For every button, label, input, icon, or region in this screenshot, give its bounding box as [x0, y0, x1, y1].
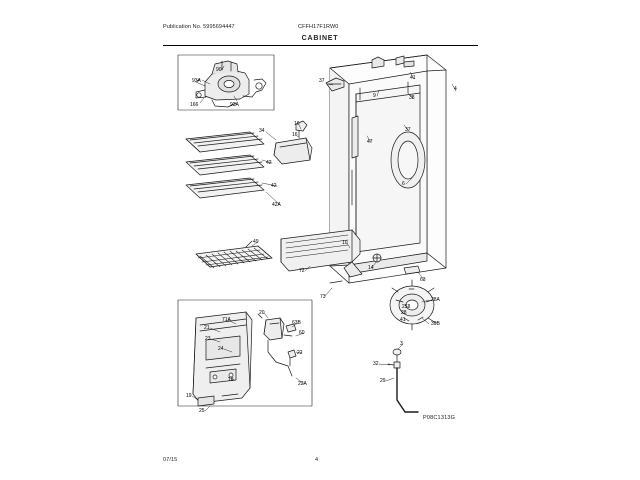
callout-23: 23 — [205, 336, 211, 342]
callout-71A: 71A — [222, 317, 231, 323]
callout-25: 25 — [199, 408, 205, 414]
callout-28A: 28A — [431, 297, 440, 303]
footer-date: 07/15 — [163, 457, 178, 463]
callout-38: 38 — [409, 95, 415, 101]
callout-47: 47 — [367, 139, 373, 145]
callout-63: 63 — [420, 277, 426, 283]
callout-42: 42 — [266, 160, 272, 166]
sheet-code: P08C1313G — [423, 415, 456, 421]
callout-22A: 22A — [298, 381, 307, 387]
callout-10: 10 — [342, 240, 348, 246]
door-bin — [274, 121, 312, 164]
callout-90: 90 — [216, 67, 222, 73]
callout-37b: 37 — [405, 127, 411, 133]
callout-14: 14 — [368, 265, 374, 271]
model-number: CFFH17F1RW0 — [298, 24, 339, 30]
callout-20: 20 — [259, 310, 265, 316]
callout-60: 60 — [299, 330, 305, 336]
publication-number: Publication No. 5995694447 — [163, 24, 235, 30]
callout-24: 24 — [218, 346, 224, 352]
callout-4: 4 — [454, 86, 457, 92]
page-title: CABINET — [301, 35, 339, 42]
callout-73: 73 — [320, 294, 326, 300]
callout-21: 21 — [204, 325, 210, 331]
callout-22: 22 — [297, 350, 303, 356]
callout-252: 252 — [402, 304, 411, 310]
callout-9: 9 — [373, 93, 376, 99]
callout-166: 166 — [190, 102, 199, 108]
callout-49: 49 — [253, 239, 259, 245]
callout-3: 3 — [400, 341, 403, 347]
callout-42A: 42A — [272, 202, 281, 208]
callout-41: 41 — [410, 75, 416, 81]
evaporator-coil — [196, 241, 272, 268]
callout-63B: 63B — [292, 320, 301, 326]
callout-72: 72 — [299, 268, 305, 274]
callout-16: 16 — [294, 121, 300, 127]
callout-41b: 41 — [400, 317, 406, 323]
wire-shelves — [186, 132, 264, 198]
callout-34: 34 — [259, 128, 265, 134]
callout-39B: 39B — [431, 321, 440, 327]
callout-18: 18 — [228, 377, 234, 383]
callout-93A-top: 93A — [192, 78, 201, 84]
callout-29: 29 — [380, 378, 386, 384]
callout-16b: 16 — [292, 132, 298, 138]
callout-93A-bot: 93A — [230, 102, 239, 108]
door-panel-assembly — [178, 300, 312, 406]
callout-28: 28 — [401, 310, 407, 316]
footer-page-number: 4 — [315, 457, 319, 463]
callout-6: 6 — [402, 181, 405, 187]
leveling-leg — [388, 349, 418, 412]
compressor-assembly — [390, 277, 436, 330]
callout-19: 19 — [186, 393, 192, 399]
callout-32: 32 — [373, 361, 379, 367]
callout-37: 37 — [319, 78, 325, 84]
toe-grille — [281, 230, 362, 283]
callout-42b: 42 — [271, 183, 277, 189]
